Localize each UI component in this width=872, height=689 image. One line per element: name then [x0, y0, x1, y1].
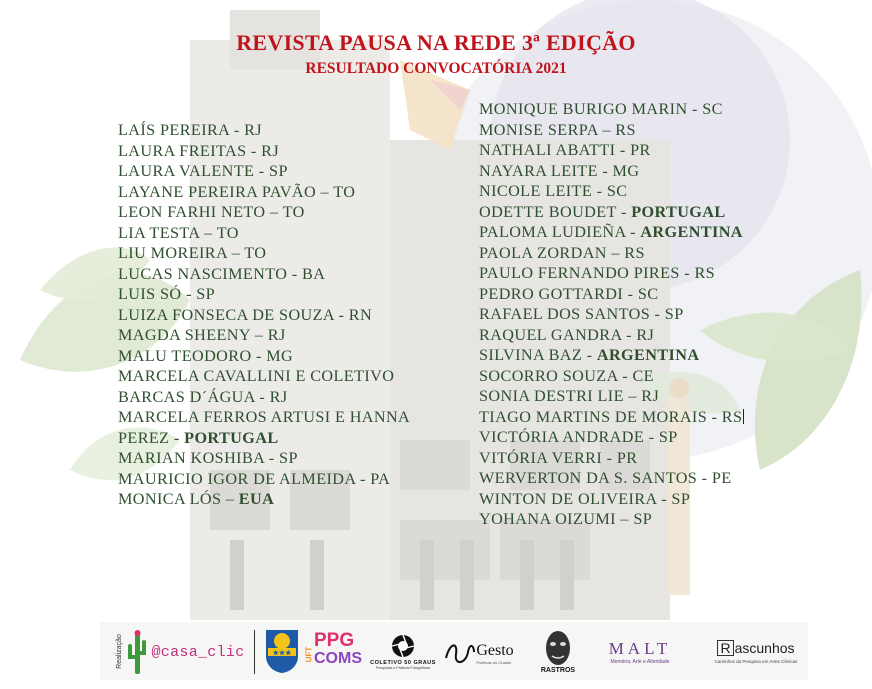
entry-location: - MG	[597, 161, 640, 180]
entry-location: – TO	[316, 182, 356, 201]
rascunhos-subtext: Caminhos da Pesquisa em Artes Cênicas	[714, 659, 798, 664]
entry-name: PALOMA LUDIEÑA	[479, 223, 626, 241]
name-entry	[118, 346, 410, 367]
entry-country: PORTUGAL	[184, 428, 279, 447]
entry-location: - BA	[287, 264, 326, 283]
rascunhos-r-icon: R	[717, 640, 733, 656]
entry-location: - RJ	[254, 387, 288, 406]
names-list-left	[118, 120, 410, 510]
entry-name: VICTÓRIA ANDRADE	[479, 428, 645, 446]
entry-name: PAULO FERNANDO PIRES	[479, 264, 680, 282]
gesto-text: Gesto	[476, 641, 514, 659]
coletivo-subtext: Pesquisas e Práticas Fotográficas	[375, 666, 431, 670]
entry-location: – RS	[597, 120, 636, 139]
entry-location: – TO	[265, 203, 305, 221]
entry-location: -	[616, 202, 632, 221]
entry-name: MONICA LÓS	[118, 490, 222, 508]
ppg-coms-logo	[314, 632, 366, 674]
name-entry	[479, 325, 744, 346]
ppg-side-label-wrap	[304, 640, 314, 668]
entry-name: LUCAS NASCIMENTO	[118, 264, 288, 283]
name-entry	[118, 284, 410, 305]
entry-name: PAOLA ZORDAN	[479, 243, 607, 262]
entry-name: SONIA DESTRI LIE	[479, 387, 624, 405]
entry-name: RAFAEL DOS SANTOS	[479, 305, 651, 323]
entry-name: MAGDA SHEENY	[118, 326, 251, 344]
name-entry	[118, 469, 410, 490]
rastros-logo	[536, 624, 580, 678]
name-entry	[479, 448, 744, 469]
name-entry	[118, 202, 410, 223]
entry-location: - RS	[707, 407, 743, 426]
ppg-text: PPG	[314, 630, 355, 651]
entry-location: - PR	[615, 141, 651, 159]
entry-country: ARGENTINA	[596, 346, 700, 364]
rastros-face-icon	[544, 629, 572, 667]
gesto-logo	[438, 630, 520, 676]
entry-location: - SP	[254, 162, 288, 180]
entry-name: MONISE SERPA	[479, 120, 598, 139]
entry-name: ODETTE BOUDET	[479, 202, 617, 221]
entry-location: –	[221, 490, 239, 508]
coms-text: COMS	[314, 650, 362, 667]
entry-location: - SP	[650, 305, 684, 323]
entry-location: – RJ	[623, 387, 660, 405]
name-entry	[118, 141, 410, 162]
entry-location: – RS	[606, 243, 645, 262]
name-entry	[479, 509, 744, 530]
entry-name: LAYANE PEREIRA PAVÃO	[118, 182, 317, 201]
names-list-right	[479, 99, 744, 530]
entry-name: LAURA VALENTE	[118, 162, 255, 180]
entry-name: LEON FARHI NETO	[118, 203, 266, 221]
entry-name: NAYARA LEITE	[479, 161, 598, 180]
entry-name: LUIZA FONSECA DE SOUZA	[118, 305, 335, 324]
name-entry	[479, 489, 744, 510]
entry-location: - SP	[644, 428, 678, 446]
entry-name: MARCELA CAVALLINI E COLETIVO	[118, 367, 395, 385]
name-entry	[118, 366, 410, 387]
entry-name: PEREZ	[118, 428, 170, 447]
entry-name: LIA TESTA	[118, 223, 200, 242]
entry-name: BARCAS D´ÁGUA	[118, 387, 255, 406]
name-entry	[118, 448, 410, 469]
entry-name: LAÍS PEREIRA	[118, 121, 230, 139]
camera-aperture-icon	[391, 634, 415, 658]
name-entry	[479, 243, 744, 264]
sponsors-footer	[100, 622, 808, 680]
coletivo-50-graus-logo	[372, 626, 434, 678]
casa-clic-logo	[148, 642, 248, 662]
entry-location: - SP	[181, 285, 216, 303]
entry-location: - SP	[264, 449, 298, 467]
entry-name: PEDRO GOTTARDI	[479, 284, 624, 303]
name-entry	[479, 407, 744, 428]
name-entry	[479, 263, 744, 284]
malt-subtext: Memória, Arte e Alteridade	[610, 659, 670, 665]
name-entry	[118, 161, 410, 182]
uft-logo	[264, 628, 300, 674]
entry-location: -	[625, 223, 641, 241]
name-entry	[479, 284, 744, 305]
entry-name: TIAGO MARTINS DE MORAIS	[479, 407, 708, 426]
rastros-text: RASTROS	[540, 666, 576, 674]
cactus-icon	[126, 628, 148, 676]
name-entry	[479, 304, 744, 325]
entry-location: -	[582, 346, 597, 364]
realizacao-label-wrap	[112, 628, 126, 674]
entry-name: MAURICIO IGOR DE ALMEIDA	[118, 469, 356, 488]
entry-location: – TO	[199, 223, 239, 242]
name-entry	[118, 428, 410, 449]
coletivo-text: COLETIVO 50 GRAUS	[370, 660, 436, 666]
entry-name: YOHANA OIZUMI	[479, 510, 616, 528]
name-entry	[118, 243, 410, 264]
gesto-scribble-icon	[444, 638, 476, 668]
entry-location: - SC	[592, 182, 628, 200]
name-entry	[479, 366, 744, 387]
name-entry	[118, 182, 410, 203]
name-entry	[479, 468, 744, 489]
entry-location: - RN	[334, 305, 373, 324]
entry-location: - PR	[602, 448, 638, 467]
entry-name: NATHALI ABATTI	[479, 141, 616, 159]
entry-name: MALU TEODORO	[118, 346, 252, 365]
page-title: REVISTA PAUSA NA REDE 3ª EDIÇÃO	[236, 30, 636, 55]
name-entry	[479, 120, 744, 141]
entry-location: - RJ	[621, 325, 655, 344]
entry-name: VITÓRIA VERRI	[479, 448, 603, 467]
entry-location: - SP	[656, 489, 691, 508]
rascunhos-logo	[704, 634, 808, 670]
entry-location: - CE	[617, 366, 654, 385]
entry-country: PORTUGAL	[631, 202, 726, 221]
entry-name: LUIS SÓ	[118, 285, 182, 303]
ppg-side-label: UFT	[304, 646, 314, 662]
entry-location: - RS	[679, 264, 716, 282]
entry-name: WINTON DE OLIVEIRA	[479, 489, 657, 508]
entry-name: RAQUEL GANDRA	[479, 325, 622, 344]
name-entry	[118, 325, 410, 346]
entry-location: – SP	[615, 510, 653, 528]
name-entry	[118, 223, 410, 244]
entry-location: - RJ	[246, 141, 280, 160]
name-entry	[479, 222, 744, 243]
name-entry	[118, 305, 410, 326]
name-entry	[479, 427, 744, 448]
entry-location: - PA	[355, 469, 391, 488]
name-entry	[118, 407, 410, 428]
entry-name: LAURA FREITAS	[118, 141, 247, 160]
rascunhos-text: ascunhos	[734, 640, 795, 656]
entry-name: WERVERTON DA S. SANTOS	[479, 469, 698, 487]
entry-location: - SC	[623, 284, 659, 303]
entry-country: EUA	[238, 490, 275, 508]
entry-name: MONIQUE BURIGO MARIN	[479, 100, 688, 118]
entry-location: – RJ	[250, 326, 286, 344]
name-entry	[479, 181, 744, 202]
entry-name: NICOLE LEITE	[479, 182, 593, 200]
entry-name: MARCELA FERROS ARTUSI E HANNA	[118, 408, 411, 426]
name-entry	[479, 386, 744, 407]
name-entry	[479, 99, 744, 120]
realizacao-label: Realização	[115, 633, 123, 669]
name-entry	[118, 264, 410, 285]
malt-logo	[588, 632, 692, 672]
svg-text:★★★: ★★★	[272, 650, 292, 657]
name-entry	[479, 140, 744, 161]
entry-name: SOCORRO SOUZA	[479, 366, 618, 385]
entry-name: LIU MOREIRA	[118, 244, 228, 262]
page-subtitle: RESULTADO CONVOCATÓRIA 2021	[305, 60, 567, 77]
name-entry	[118, 387, 410, 408]
name-entry	[479, 202, 744, 223]
entry-name: MARIAN KOSHIBA	[118, 449, 265, 467]
text-cursor	[743, 409, 744, 424]
footer-divider	[254, 630, 255, 674]
malt-text: MALT	[608, 639, 672, 658]
entry-country: ARGENTINA	[640, 223, 743, 241]
entry-name: SILVINA BAZ	[479, 346, 583, 364]
entry-location: - MG	[251, 346, 294, 365]
entry-location: - RJ	[229, 121, 262, 139]
gesto-subtext: Poéticas do Criador	[476, 659, 512, 665]
entry-location: - PE	[697, 469, 732, 487]
entry-location: – TO	[227, 244, 267, 262]
entry-location: -	[169, 428, 185, 447]
name-entry	[479, 161, 744, 182]
name-entry	[118, 489, 410, 510]
name-entry	[118, 120, 410, 141]
name-entry	[479, 345, 744, 366]
casa-clic-text: @casa_clic	[151, 643, 245, 661]
entry-location: - SC	[687, 100, 723, 118]
